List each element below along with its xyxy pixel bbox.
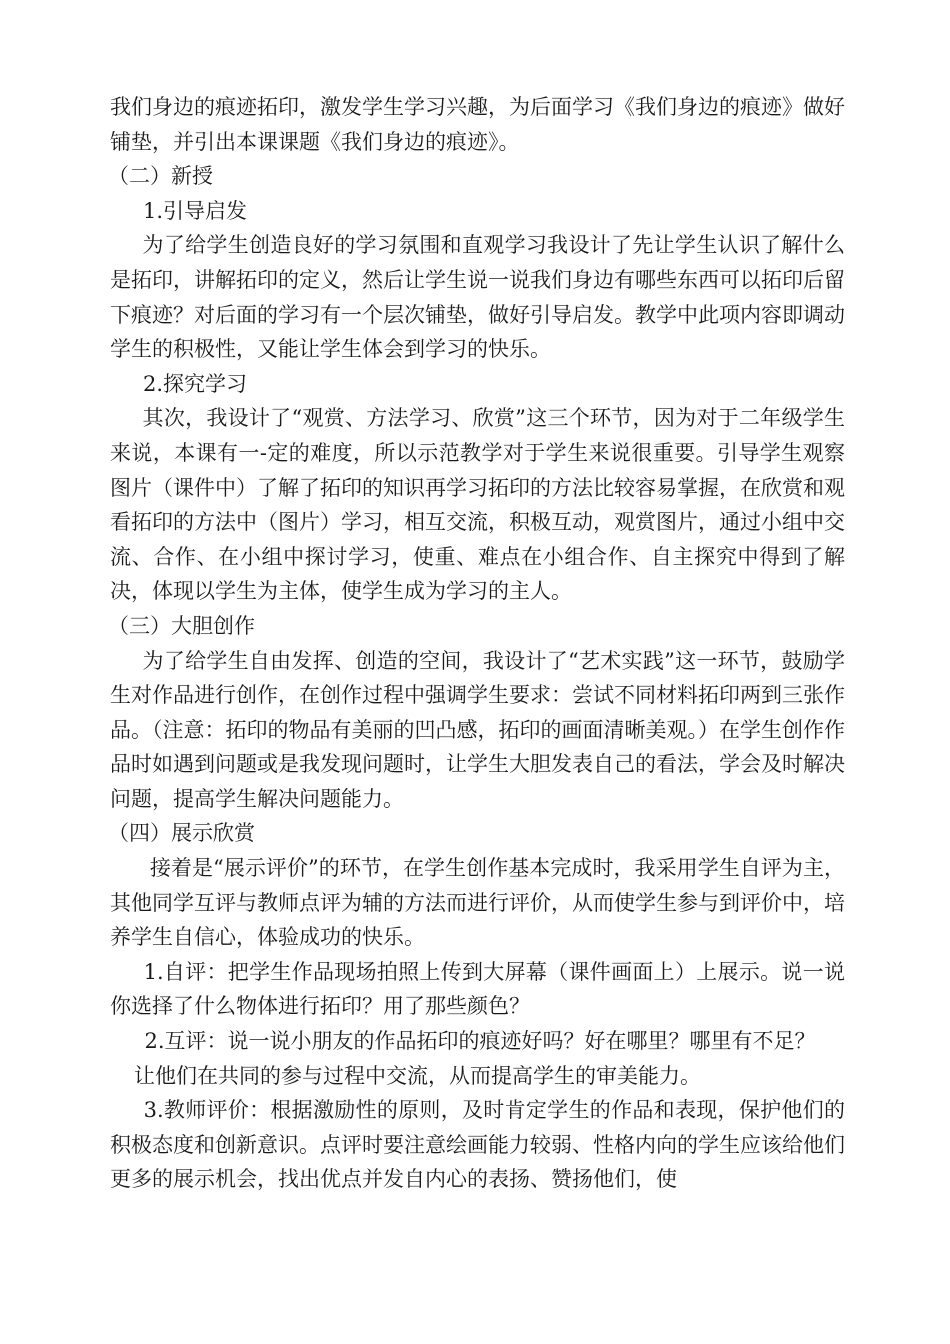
list-item-teacher-review: 3.教师评价：根据激励性的原则，及时肯定学生的作品和表现，保护他们的积极态度和创新意识。点评时要注意绘画能力较弱、性格内向的学生应该给他们更多的展示机会，找出优点并发自内心的表扬、赞扬他们，使 [110, 1098, 845, 1192]
subheading-guide: 1.引导启发 [143, 198, 248, 223]
section-heading-create: （三）大胆创作 [108, 613, 255, 638]
subheading-explore: 2.探究学习 [143, 371, 248, 396]
show-paragraph: 接着是“展示评价”的环节，在学生创作基本完成时，我采用学生自评为主，其他同学互评与教师点评为辅的方法而进行评价，从而使学生参与到评价中，培养学生自信心，体验成功的快乐。 [110, 856, 845, 950]
list-item-peer-review: 2.互评：说一说小朋友的作品拓印的痕迹好吗？好在哪里？哪里有不足？ [144, 1029, 816, 1054]
guide-paragraph: 为了给学生创造良好的学习氛围和直观学习我设计了先让学生认识了解什么是拓印，讲解拓印的定义，然后让学生说一说我们身边有哪些东西可以拓印后留下痕迹？对后面的学习有一个层次铺垫，做好引导启发。教学中此项内容即调动学生的积极性，又能让学生体会到学习的快乐。 [110, 233, 845, 362]
create-paragraph: 为了给学生自由发挥、创造的空间，我设计了“艺术实践”这一环节，鼓励学生对作品进行创作，在创作过程中强调学生要求：尝试不同材料拓印两到三张作品。（注意：拓印的物品有美丽的凹凸感，拓印的画面清晰美观。）在学生创作作品时如遇到问题或是我发现问题时，让学生大胆发表自己的看法，学会及时解决问题，提高学生解决问题能力。 [110, 648, 845, 811]
list-item-peer-review-continued: 让他们在共同的参与过程中交流，从而提高学生的审美能力。 [134, 1063, 701, 1088]
document-page [110, 90, 845, 1197]
explore-paragraph: 其次，我设计了“观赏、方法学习、欣赏”这三个环节，因为对于二年级学生来说，本课有一-定的难度，所以示范教学对于学生来说很重要。引导学生观察图片（课件中）了解了拓印的知识再学习拓印的方法比较容易掌握，在欣赏和观看拓印的方法中（图片）学习，相互交流，积极互动，观赏图片，通过小组中交流、合作、在小组中探讨学习，使重、难点在小组合作、自主探究中得到了解决，体现以学生为主体，使学生成为学习的主人。 [110, 406, 845, 604]
section-heading-new-lesson: （二）新授 [108, 164, 213, 189]
section-heading-show: （四）展示欣赏 [108, 821, 255, 846]
list-item-self-review: 1.自评：把学生作品现场拍照上传到大屏幕（课件画面上）上展示。说一说你选择了什么物体进行拓印？用了那些颜色？ [110, 959, 845, 1019]
intro-paragraph: 我们身边的痕迹拓印，激发学生学习兴趣，为后面学习《我们身边的痕迹》做好铺垫，并引出本课课题《我们身边的痕迹》。 [110, 95, 845, 154]
